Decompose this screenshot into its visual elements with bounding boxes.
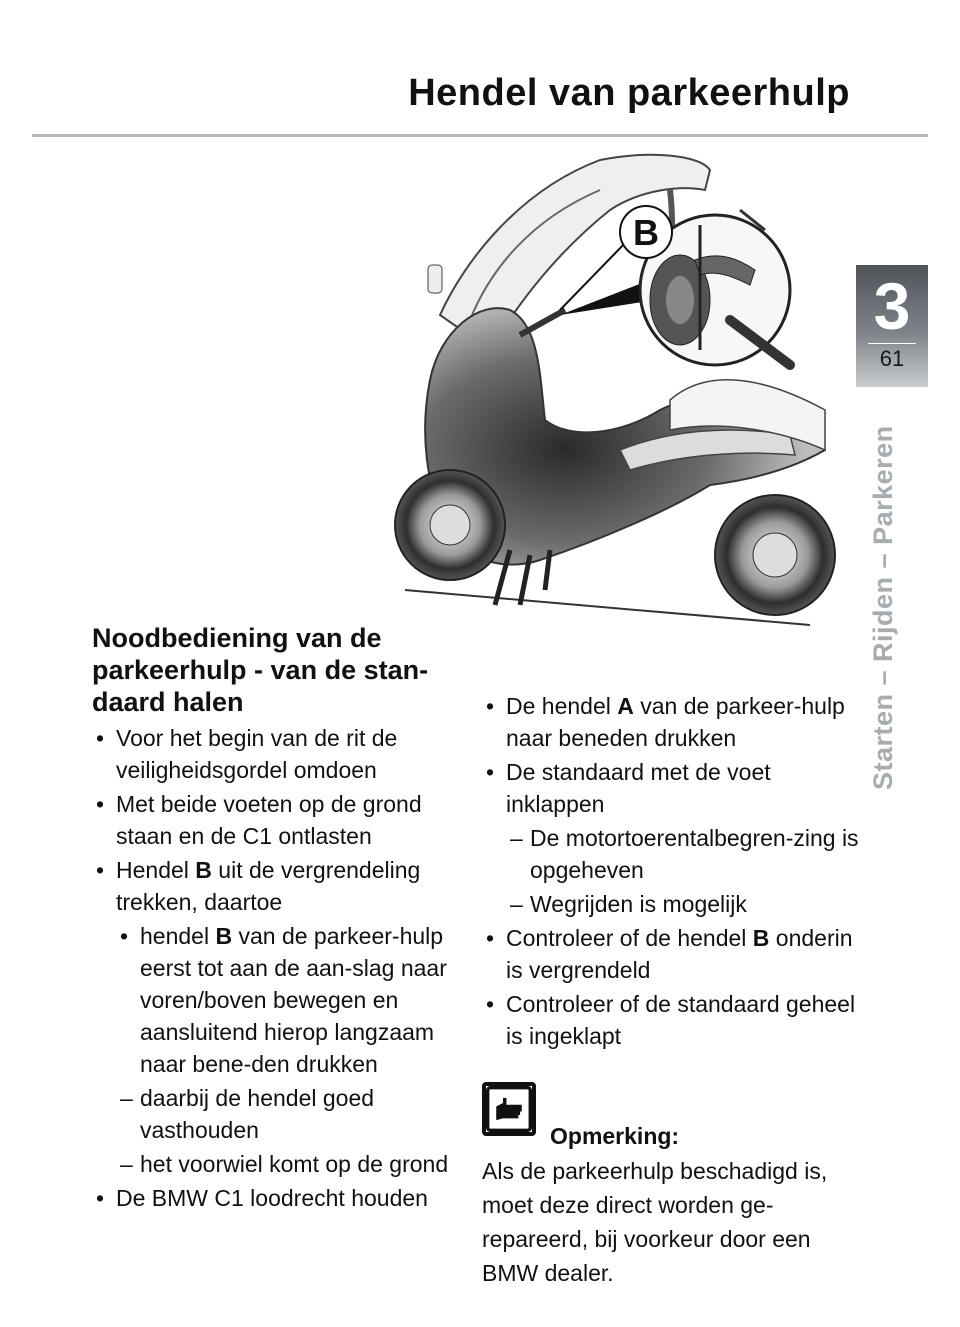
list-item: • Controleer of de hendel B onderin is vergrendeld bbox=[482, 922, 862, 986]
list-item: • De standaard met de voet inklappen bbox=[482, 756, 862, 820]
instructions-left-column bbox=[92, 722, 472, 1216]
list-item: • De hendel A van de parkeer-hulp naar beneden drukken bbox=[482, 690, 862, 754]
note-label: Opmerking: bbox=[550, 1123, 680, 1149]
list-item: • hendel B van de parkeer-hulp eerst tot aan de aan-slag naar voren/boven bewegen en aansluitend hierop langzaam naar bene-den drukken bbox=[116, 920, 472, 1080]
page-title: Hendel van parkeerhulp bbox=[408, 72, 850, 114]
note-text: Als de parkeerhulp beschadigd is, moet deze direct worden ge-repareerd, bij voorkeur door een BMW dealer. bbox=[482, 1158, 828, 1286]
chapter-number: 3 bbox=[873, 269, 911, 343]
title-rule bbox=[32, 134, 928, 137]
list-item: • De BMW C1 loodrecht houden bbox=[92, 1182, 472, 1214]
chapter-side-label: Starten – Rijden – Parkeren bbox=[868, 425, 898, 790]
note-header bbox=[482, 1082, 862, 1154]
scooter-illustration bbox=[370, 150, 850, 640]
callout-label-b: B bbox=[633, 212, 659, 253]
list-item: • Voor het begin van de rit de veiligheidsgordel omdoen bbox=[92, 722, 472, 786]
section-heading: Noodbediening van de parkeerhulp - van de stan-daard halen bbox=[92, 623, 429, 717]
chapter-divider bbox=[868, 343, 916, 344]
list-item: – Wegrijden is mogelijk bbox=[506, 888, 862, 920]
list-item: • Controleer of de standaard geheel is ingeklapt bbox=[482, 988, 862, 1052]
list-item: • Hendel B uit de vergrendeling trekken, daartoe bbox=[92, 854, 472, 918]
list-item: – het voorwiel komt op de grond bbox=[116, 1148, 472, 1180]
list-item: – daarbij de hendel goed vasthouden bbox=[116, 1082, 472, 1146]
instructions-right-column bbox=[482, 690, 862, 1290]
list-item: • Met beide voeten op de grond staan en de C1 ontlasten bbox=[92, 788, 472, 852]
note-hand-icon bbox=[482, 1082, 536, 1136]
list-item: – De motortoerentalbegren-zing is opgeheven bbox=[506, 822, 862, 886]
page-number: 61 bbox=[879, 346, 905, 371]
